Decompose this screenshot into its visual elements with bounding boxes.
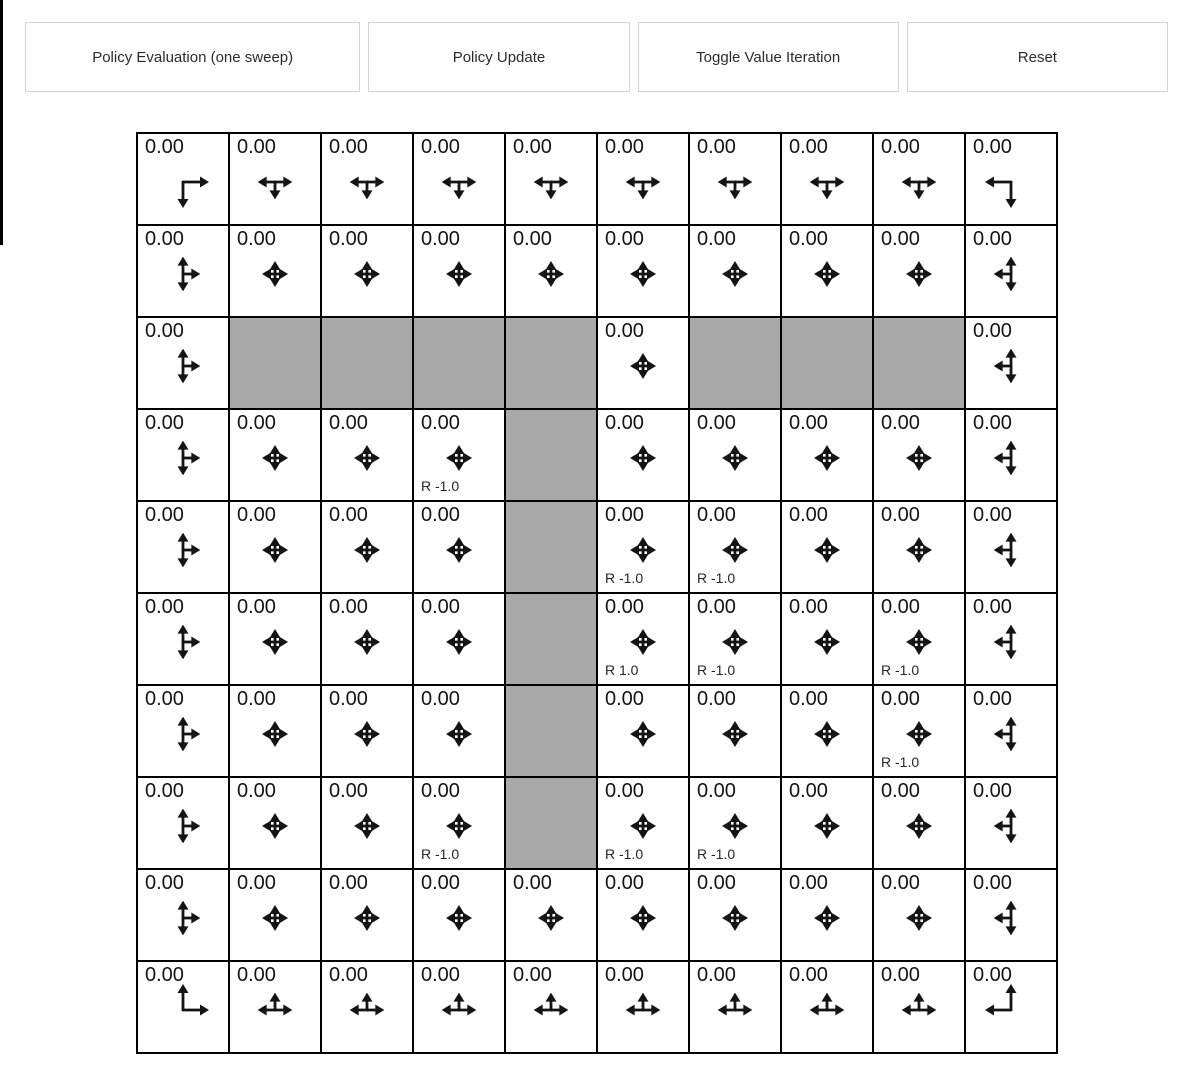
grid-cell[interactable] [598, 226, 688, 316]
policy-arrows-icon [889, 980, 949, 1040]
state-value: 0.00 [421, 780, 460, 802]
state-value: 0.00 [605, 596, 644, 618]
state-value: 0.00 [973, 320, 1012, 342]
grid-cell[interactable] [138, 226, 228, 316]
policy-arrows-icon [245, 704, 305, 764]
gridworld-grid [136, 132, 1058, 1054]
state-value: 0.00 [973, 964, 1012, 986]
state-value: 0.00 [237, 136, 276, 158]
grid-cell[interactable] [782, 134, 872, 224]
policy-arrows-icon [981, 244, 1041, 304]
grid-cell[interactable] [138, 502, 228, 592]
policy-arrows-icon [797, 428, 857, 488]
policy-arrows-icon [981, 796, 1041, 856]
state-value: 0.00 [697, 228, 736, 250]
state-value: 0.00 [605, 228, 644, 250]
grid-cell[interactable] [414, 962, 504, 1052]
wall-cell [322, 318, 412, 408]
policy-arrows-icon [889, 428, 949, 488]
policy-arrows-icon [705, 244, 765, 304]
state-value: 0.00 [145, 136, 184, 158]
state-value: 0.00 [605, 504, 644, 526]
policy-arrows-icon [337, 888, 397, 948]
state-value: 0.00 [973, 872, 1012, 894]
grid-cell[interactable] [414, 870, 504, 960]
state-value: 0.00 [605, 412, 644, 434]
policy-arrows-icon [797, 980, 857, 1040]
grid-cell[interactable] [874, 502, 964, 592]
grid-cell[interactable] [966, 778, 1056, 868]
grid-cell[interactable] [966, 870, 1056, 960]
policy-arrows-icon [153, 244, 213, 304]
state-value: 0.00 [513, 964, 552, 986]
grid-cell[interactable] [598, 134, 688, 224]
grid-cell[interactable] [138, 870, 228, 960]
wall-cell [782, 318, 872, 408]
policy-arrows-icon [613, 888, 673, 948]
grid-cell[interactable] [322, 502, 412, 592]
state-value: 0.00 [237, 412, 276, 434]
reward-label: R -1.0 [697, 570, 736, 586]
policy-arrows-icon [797, 244, 857, 304]
grid-cell[interactable] [874, 870, 964, 960]
state-value: 0.00 [421, 688, 460, 710]
policy-arrows-icon [613, 152, 673, 212]
grid-cell[interactable] [782, 778, 872, 868]
policy-arrows-icon [981, 520, 1041, 580]
grid-cell[interactable] [230, 410, 320, 500]
window-edge-line [0, 0, 3, 245]
policy-arrows-icon [889, 520, 949, 580]
grid-cell[interactable] [322, 686, 412, 776]
policy-arrows-icon [521, 888, 581, 948]
grid-cell[interactable] [414, 410, 504, 500]
state-value: 0.00 [973, 780, 1012, 802]
grid-cell[interactable] [690, 686, 780, 776]
grid-cell[interactable] [782, 410, 872, 500]
state-value: 0.00 [881, 504, 920, 526]
policy-arrows-icon [153, 428, 213, 488]
state-value: 0.00 [145, 688, 184, 710]
reset-button[interactable]: Reset [907, 22, 1168, 92]
state-value: 0.00 [329, 780, 368, 802]
grid-cell[interactable] [966, 318, 1056, 408]
state-value: 0.00 [789, 228, 828, 250]
wall-cell [414, 318, 504, 408]
policy-arrows-icon [429, 704, 489, 764]
wall-cell [506, 502, 596, 592]
state-value: 0.00 [697, 504, 736, 526]
grid-cell[interactable] [598, 594, 688, 684]
policy-arrows-icon [613, 980, 673, 1040]
policy-arrows-icon [337, 704, 397, 764]
state-value: 0.00 [605, 964, 644, 986]
grid-cell[interactable] [690, 226, 780, 316]
state-value: 0.00 [237, 228, 276, 250]
policy-arrows-icon [981, 336, 1041, 396]
grid-cell[interactable] [966, 686, 1056, 776]
state-value: 0.00 [421, 504, 460, 526]
reward-label: R -1.0 [697, 662, 736, 678]
policy-arrows-icon [245, 796, 305, 856]
grid-cell[interactable] [690, 410, 780, 500]
policy-arrows-icon [245, 612, 305, 672]
grid-cell[interactable] [598, 318, 688, 408]
state-value: 0.00 [605, 320, 644, 342]
policy-arrows-icon [613, 704, 673, 764]
state-value: 0.00 [973, 688, 1012, 710]
state-value: 0.00 [697, 688, 736, 710]
grid-cell[interactable] [598, 778, 688, 868]
toolbar [25, 22, 1168, 92]
policy-arrows-icon [889, 888, 949, 948]
grid-cell[interactable] [874, 962, 964, 1052]
grid-cell[interactable] [506, 870, 596, 960]
grid-cell[interactable] [138, 134, 228, 224]
policy-arrows-icon [337, 796, 397, 856]
grid-cell[interactable] [322, 134, 412, 224]
grid-cell[interactable] [138, 594, 228, 684]
grid-cell[interactable] [690, 134, 780, 224]
state-value: 0.00 [329, 872, 368, 894]
reward-label: R -1.0 [421, 478, 460, 494]
grid-cell[interactable] [138, 686, 228, 776]
policy-arrows-icon [705, 980, 765, 1040]
grid-cell[interactable] [782, 870, 872, 960]
state-value: 0.00 [421, 412, 460, 434]
policy-arrows-icon [429, 612, 489, 672]
state-value: 0.00 [789, 780, 828, 802]
wall-cell [506, 594, 596, 684]
wall-cell [690, 318, 780, 408]
state-value: 0.00 [237, 872, 276, 894]
wall-cell [506, 778, 596, 868]
policy-arrows-icon [429, 244, 489, 304]
grid-cell[interactable] [230, 134, 320, 224]
state-value: 0.00 [421, 964, 460, 986]
state-value: 0.00 [973, 136, 1012, 158]
grid-cell[interactable] [230, 502, 320, 592]
state-value: 0.00 [881, 780, 920, 802]
grid-cell[interactable] [322, 226, 412, 316]
policy-arrows-icon [981, 428, 1041, 488]
state-value: 0.00 [329, 964, 368, 986]
policy-arrows-icon [153, 888, 213, 948]
policy-arrows-icon [245, 980, 305, 1040]
policy-arrows-icon [153, 612, 213, 672]
grid-cell[interactable] [138, 410, 228, 500]
policy-arrows-icon [429, 152, 489, 212]
grid-cell[interactable] [230, 870, 320, 960]
state-value: 0.00 [789, 596, 828, 618]
grid-cell[interactable] [230, 686, 320, 776]
policy-arrows-icon [245, 428, 305, 488]
policy-arrows-icon [705, 704, 765, 764]
policy-arrows-icon [981, 612, 1041, 672]
reward-label: R 1.0 [605, 662, 639, 678]
policy-arrows-icon [797, 612, 857, 672]
wall-cell [230, 318, 320, 408]
reward-label: R -1.0 [697, 846, 736, 862]
state-value: 0.00 [237, 688, 276, 710]
grid-cell[interactable] [230, 962, 320, 1052]
state-value: 0.00 [973, 412, 1012, 434]
grid-cell[interactable] [414, 134, 504, 224]
policy-arrows-icon [337, 244, 397, 304]
policy-arrows-icon [337, 152, 397, 212]
wall-cell [874, 318, 964, 408]
wall-cell [506, 686, 596, 776]
state-value: 0.00 [329, 412, 368, 434]
grid-cell[interactable] [414, 226, 504, 316]
grid-cell[interactable] [966, 502, 1056, 592]
reward-label: R -1.0 [881, 754, 920, 770]
policy-arrows-icon [613, 336, 673, 396]
state-value: 0.00 [789, 872, 828, 894]
state-value: 0.00 [605, 780, 644, 802]
grid-cell[interactable] [690, 962, 780, 1052]
state-value: 0.00 [145, 780, 184, 802]
reward-label: R -1.0 [881, 662, 920, 678]
state-value: 0.00 [973, 596, 1012, 618]
grid-cell[interactable] [782, 594, 872, 684]
state-value: 0.00 [329, 136, 368, 158]
policy-arrows-icon [337, 980, 397, 1040]
grid-cell[interactable] [230, 594, 320, 684]
reward-label: R -1.0 [605, 570, 644, 586]
state-value: 0.00 [421, 228, 460, 250]
state-value: 0.00 [237, 780, 276, 802]
policy-arrows-icon [245, 152, 305, 212]
state-value: 0.00 [513, 872, 552, 894]
grid-cell[interactable] [598, 410, 688, 500]
state-value: 0.00 [697, 964, 736, 986]
policy-arrows-icon [337, 520, 397, 580]
state-value: 0.00 [329, 596, 368, 618]
state-value: 0.00 [881, 412, 920, 434]
policy-arrows-icon [521, 244, 581, 304]
grid-cell[interactable] [690, 870, 780, 960]
grid-cell[interactable] [874, 226, 964, 316]
policy-arrows-icon [797, 796, 857, 856]
state-value: 0.00 [881, 964, 920, 986]
state-value: 0.00 [605, 136, 644, 158]
policy-arrows-icon [981, 980, 1041, 1040]
policy-arrows-icon [521, 980, 581, 1040]
grid-cell[interactable] [414, 686, 504, 776]
grid-cell[interactable] [414, 502, 504, 592]
policy-arrows-icon [337, 612, 397, 672]
policy-arrows-icon [797, 704, 857, 764]
grid-cell[interactable] [506, 226, 596, 316]
reward-label: R -1.0 [605, 846, 644, 862]
state-value: 0.00 [697, 412, 736, 434]
state-value: 0.00 [145, 596, 184, 618]
policy-arrows-icon [429, 980, 489, 1040]
policy-arrows-icon [429, 888, 489, 948]
grid-cell[interactable] [782, 962, 872, 1052]
grid-cell[interactable] [598, 870, 688, 960]
state-value: 0.00 [697, 136, 736, 158]
policy-arrows-icon [981, 152, 1041, 212]
state-value: 0.00 [145, 320, 184, 342]
policy-arrows-icon [613, 428, 673, 488]
grid-cell[interactable] [230, 226, 320, 316]
policy-arrows-icon [245, 244, 305, 304]
policy-arrows-icon [889, 152, 949, 212]
state-value: 0.00 [697, 596, 736, 618]
state-value: 0.00 [237, 504, 276, 526]
grid-cell[interactable] [598, 686, 688, 776]
grid-cell[interactable] [414, 594, 504, 684]
state-value: 0.00 [789, 412, 828, 434]
state-value: 0.00 [973, 504, 1012, 526]
grid-cell[interactable] [966, 962, 1056, 1052]
state-value: 0.00 [881, 136, 920, 158]
grid-cell[interactable] [598, 502, 688, 592]
grid-cell[interactable] [966, 410, 1056, 500]
policy-evaluation-button[interactable]: Policy Evaluation (one sweep) [25, 22, 360, 92]
policy-arrows-icon [705, 152, 765, 212]
policy-arrows-icon [797, 888, 857, 948]
grid-cell[interactable] [690, 502, 780, 592]
policy-arrows-icon [153, 704, 213, 764]
grid-cell[interactable] [874, 134, 964, 224]
state-value: 0.00 [421, 872, 460, 894]
policy-arrows-icon [981, 888, 1041, 948]
policy-arrows-icon [889, 244, 949, 304]
policy-arrows-icon [797, 152, 857, 212]
grid-cell[interactable] [782, 686, 872, 776]
grid-cell[interactable] [598, 962, 688, 1052]
wall-cell [506, 410, 596, 500]
reward-label: R -1.0 [421, 846, 460, 862]
state-value: 0.00 [145, 964, 184, 986]
policy-arrows-icon [429, 520, 489, 580]
grid-cell[interactable] [322, 594, 412, 684]
grid-cell[interactable] [782, 226, 872, 316]
state-value: 0.00 [789, 964, 828, 986]
policy-arrows-icon [245, 520, 305, 580]
state-value: 0.00 [973, 228, 1012, 250]
state-value: 0.00 [145, 872, 184, 894]
state-value: 0.00 [329, 228, 368, 250]
state-value: 0.00 [421, 596, 460, 618]
grid-cell[interactable] [874, 686, 964, 776]
grid-cell[interactable] [322, 778, 412, 868]
toggle-value-iteration-button[interactable]: Toggle Value Iteration [638, 22, 899, 92]
policy-arrows-icon [153, 336, 213, 396]
grid-cell[interactable] [874, 778, 964, 868]
state-value: 0.00 [145, 504, 184, 526]
state-value: 0.00 [513, 228, 552, 250]
state-value: 0.00 [145, 412, 184, 434]
policy-arrows-icon [981, 704, 1041, 764]
policy-arrows-icon [705, 428, 765, 488]
state-value: 0.00 [605, 872, 644, 894]
policy-arrows-icon [153, 796, 213, 856]
policy-arrows-icon [797, 520, 857, 580]
state-value: 0.00 [881, 872, 920, 894]
grid-cell[interactable] [414, 778, 504, 868]
policy-arrows-icon [705, 888, 765, 948]
grid-cell[interactable] [506, 962, 596, 1052]
grid-cell[interactable] [322, 870, 412, 960]
state-value: 0.00 [513, 136, 552, 158]
grid-cell[interactable] [690, 594, 780, 684]
state-value: 0.00 [145, 228, 184, 250]
state-value: 0.00 [881, 688, 920, 710]
policy-arrows-icon [153, 520, 213, 580]
grid-cell[interactable] [966, 134, 1056, 224]
policy-arrows-icon [245, 888, 305, 948]
state-value: 0.00 [789, 136, 828, 158]
grid-cell[interactable] [138, 318, 228, 408]
policy-arrows-icon [521, 152, 581, 212]
policy-arrows-icon [153, 980, 213, 1040]
grid-cell[interactable] [322, 410, 412, 500]
policy-arrows-icon [889, 796, 949, 856]
state-value: 0.00 [881, 596, 920, 618]
grid-cell[interactable] [874, 410, 964, 500]
grid-cell[interactable] [506, 134, 596, 224]
state-value: 0.00 [605, 688, 644, 710]
state-value: 0.00 [329, 504, 368, 526]
grid-cell[interactable] [782, 502, 872, 592]
grid-cell[interactable] [966, 594, 1056, 684]
policy-arrows-icon [337, 428, 397, 488]
state-value: 0.00 [697, 780, 736, 802]
state-value: 0.00 [237, 596, 276, 618]
grid-cell[interactable] [874, 594, 964, 684]
grid-cell[interactable] [138, 778, 228, 868]
state-value: 0.00 [789, 504, 828, 526]
state-value: 0.00 [789, 688, 828, 710]
state-value: 0.00 [421, 136, 460, 158]
grid-cell[interactable] [322, 962, 412, 1052]
policy-arrows-icon [153, 152, 213, 212]
state-value: 0.00 [697, 872, 736, 894]
state-value: 0.00 [881, 228, 920, 250]
grid-cell[interactable] [966, 226, 1056, 316]
grid-cell[interactable] [230, 778, 320, 868]
policy-update-button[interactable]: Policy Update [368, 22, 629, 92]
policy-arrows-icon [613, 244, 673, 304]
wall-cell [506, 318, 596, 408]
grid-cell[interactable] [690, 778, 780, 868]
grid-cell[interactable] [138, 962, 228, 1052]
state-value: 0.00 [237, 964, 276, 986]
state-value: 0.00 [329, 688, 368, 710]
